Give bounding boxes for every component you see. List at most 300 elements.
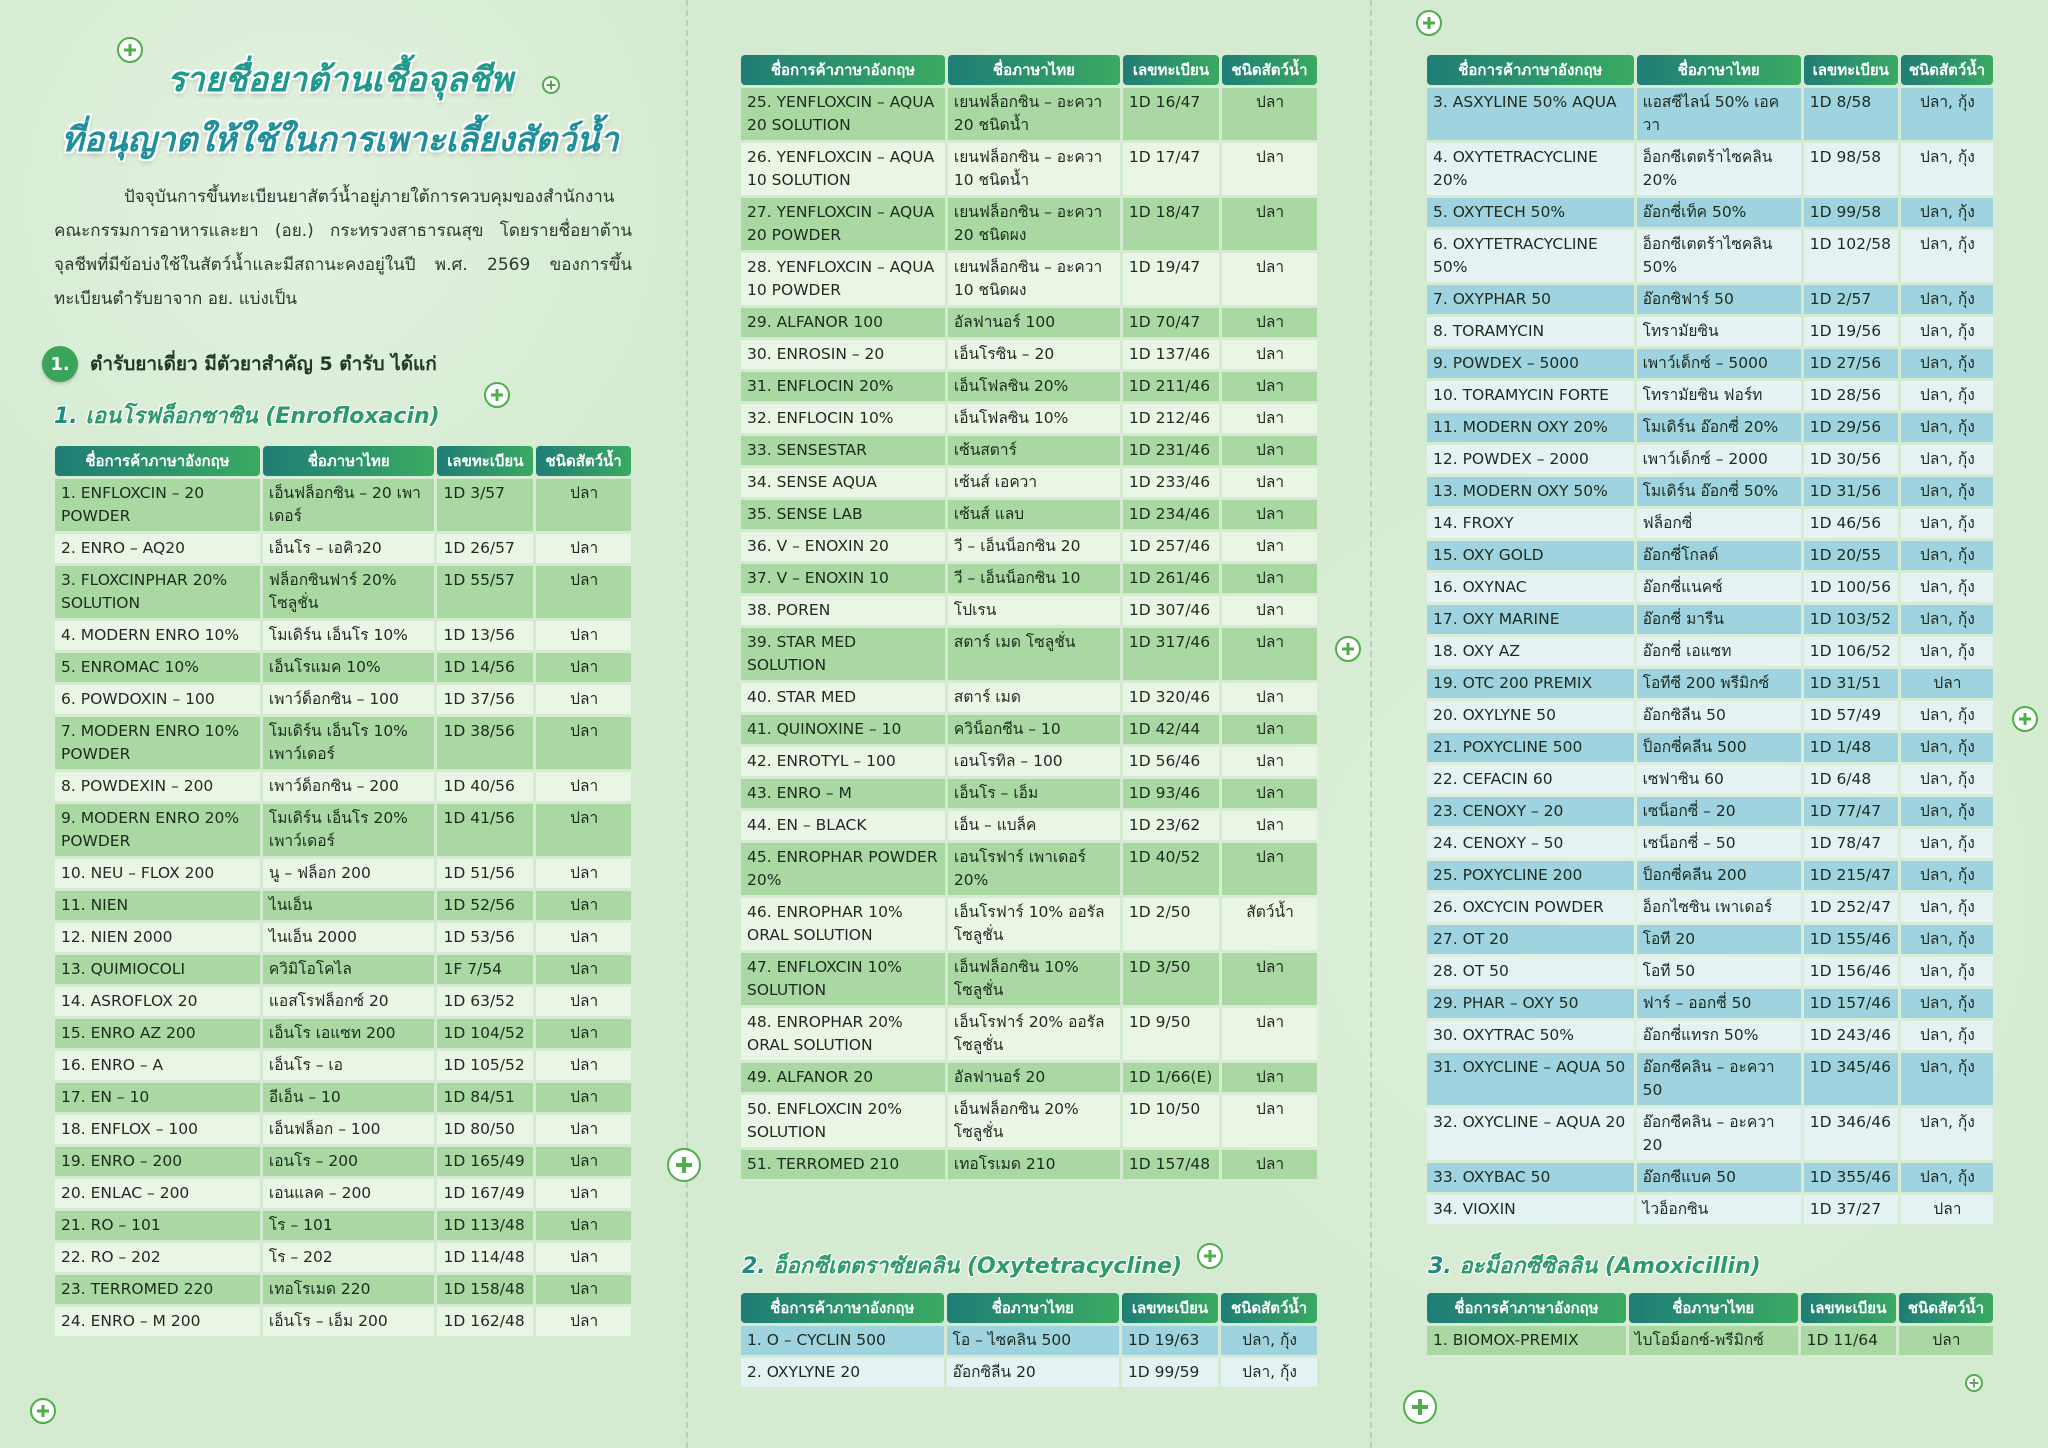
table-row	[741, 683, 1317, 712]
registration-number: 1D 8/58	[1804, 88, 1898, 140]
registration-number: 1D 27/56	[1804, 349, 1898, 378]
trade-name-english: 30. ENROSIN – 20	[741, 340, 945, 369]
registration-number: 1D 317/46	[1123, 628, 1219, 680]
table-row	[741, 404, 1317, 433]
registration-number: 1D 104/52	[437, 1019, 533, 1048]
animal-type: ปลา	[1222, 308, 1317, 337]
animal-type: ปลา	[536, 923, 631, 952]
animal-type: ปลา	[1899, 1326, 1993, 1355]
title-line-2: ที่อนุญาตให้ใช้ในการเพาะเลี้ยงสัตว์น้ำ	[61, 120, 619, 160]
trade-name-thai: อ็อกซีเตตร้าไซคลิน 50%	[1637, 230, 1801, 282]
trade-name-thai: โอ – ไซคลิน 500	[947, 1326, 1119, 1355]
trade-name-english: 21. POXYCLINE 500	[1427, 733, 1634, 762]
trade-name-thai: เอ็นโร – เอคิว20	[263, 534, 435, 563]
heading-text: เอนโรฟล็อกซาซิน (Enrofloxacin)	[85, 404, 440, 429]
trade-name-english: 23. TERROMED 220	[55, 1275, 260, 1304]
animal-type: ปลา	[536, 1243, 631, 1272]
trade-name-english: 34. VIOXIN	[1427, 1195, 1634, 1224]
table-row	[1427, 317, 1993, 346]
animal-type: ปลา, กุ้ง	[1901, 637, 1993, 666]
registration-number: 1D 320/46	[1123, 683, 1219, 712]
column-header: ชนิดสัตว์น้ำ	[1222, 55, 1317, 85]
trade-name-english: 13. MODERN OXY 50%	[1427, 477, 1634, 506]
table-row	[1427, 925, 1993, 954]
enrofloxacin-heading	[54, 398, 440, 433]
trade-name-thai: เอ็นโฟลซิน 20%	[948, 372, 1120, 401]
trade-name-thai: ไนเอ็น 2000	[263, 923, 435, 952]
table-row	[55, 566, 631, 618]
animal-type: ปลา	[1222, 340, 1317, 369]
registration-number: 1D 37/56	[437, 685, 533, 714]
column-divider-2	[1370, 0, 1372, 1448]
trade-name-thai: เอ็นโร – เอ	[263, 1051, 435, 1080]
registration-number: 1D 20/55	[1804, 541, 1898, 570]
trade-name-english: 10. NEU – FLOX 200	[55, 859, 260, 888]
registration-number: 1D 80/50	[437, 1115, 533, 1144]
table-row	[1427, 573, 1993, 602]
trade-name-thai: อัลฟานอร์ 20	[948, 1063, 1120, 1092]
trade-name-english: 24. CENOXY – 50	[1427, 829, 1634, 858]
animal-type: ปลา	[1222, 1095, 1317, 1147]
trade-name-thai: เทอโรเมด 220	[263, 1275, 435, 1304]
table-row	[55, 1211, 631, 1240]
registration-number: 1D 103/52	[1804, 605, 1898, 634]
trade-name-thai: อัลฟานอร์ 100	[948, 308, 1120, 337]
animal-type: ปลา, กุ้ง	[1901, 1163, 1993, 1192]
table-row	[55, 653, 631, 682]
registration-number: 1D 243/46	[1804, 1021, 1898, 1050]
registration-number: 1D 102/58	[1804, 230, 1898, 282]
trade-name-english: 2. OXYLYNE 20	[741, 1358, 944, 1387]
heading-number: 2.	[742, 1254, 766, 1279]
trade-name-thai: แอสซีไลน์ 50% เอควา	[1637, 88, 1801, 140]
trade-name-thai: วี – เอ็นน็อกซิน 20	[948, 532, 1120, 561]
trade-name-thai: โมเดิร์น เอ็นโร 20% เพาว์เดอร์	[263, 804, 435, 856]
animal-type: ปลา	[536, 1275, 631, 1304]
animal-type: ปลา	[536, 1307, 631, 1336]
animal-type: ปลา	[1222, 468, 1317, 497]
trade-name-thai: ควิน็อกซีน – 10	[948, 715, 1120, 744]
registration-number: 1D 70/47	[1123, 308, 1219, 337]
animal-type: ปลา	[1222, 88, 1317, 140]
trade-name-english: 43. ENRO – M	[741, 779, 945, 808]
trade-name-thai: เยนฟล็อกซิน – อะควา 20 ชนิดผง	[948, 198, 1120, 250]
registration-number: 1D 114/48	[437, 1243, 533, 1272]
trade-name-thai: โร – 202	[263, 1243, 435, 1272]
table-row	[741, 747, 1317, 776]
registration-number: 1D 78/47	[1804, 829, 1898, 858]
trade-name-thai: โปเรน	[948, 596, 1120, 625]
registration-number: 1D 157/48	[1123, 1150, 1219, 1179]
registration-number: 1D 37/27	[1804, 1195, 1898, 1224]
animal-type: ปลา	[1222, 253, 1317, 305]
trade-name-thai: เอ็นฟล็อกซิน 10% โซลูชั่น	[948, 953, 1120, 1005]
animal-type: ปลา, กุ้ง	[1901, 573, 1993, 602]
animal-type: ปลา	[1222, 1063, 1317, 1092]
registration-number: 1D 41/56	[437, 804, 533, 856]
registration-number: 1D 29/56	[1804, 413, 1898, 442]
animal-type: ปลา	[1222, 953, 1317, 1005]
table-row	[1427, 413, 1993, 442]
registration-number: 1D 42/44	[1123, 715, 1219, 744]
table-row	[1427, 143, 1993, 195]
table-row	[741, 532, 1317, 561]
registration-number: 1D 46/56	[1804, 509, 1898, 538]
trade-name-english: 25. YENFLOXCIN – AQUA 20 SOLUTION	[741, 88, 945, 140]
registration-number: 1D 53/56	[437, 923, 533, 952]
table-row	[741, 1063, 1317, 1092]
table-row	[55, 1179, 631, 1208]
animal-type: ปลา, กุ้ง	[1901, 509, 1993, 538]
column-header: เลขทะเบียน	[1801, 1293, 1896, 1323]
trade-name-english: 13. QUIMIOCOLI	[55, 955, 260, 984]
registration-number: 1D 98/58	[1804, 143, 1898, 195]
plus-decoration-icon	[1197, 1243, 1223, 1269]
column-header: ชื่อการค้าภาษาอังกฤษ	[55, 446, 260, 476]
registration-number: 1D 137/46	[1123, 340, 1219, 369]
trade-name-thai: เยนฟล็อกซิน – อะควา 10 ชนิดน้ำ	[948, 143, 1120, 195]
table-row	[741, 1358, 1317, 1387]
animal-type: ปลา	[1222, 811, 1317, 840]
table-row	[1427, 1021, 1993, 1050]
trade-name-thai: เอนแลค – 200	[263, 1179, 435, 1208]
heading-text: อะม็อกซีซิลลิน (Amoxicillin)	[1459, 1254, 1761, 1279]
table-row	[1427, 669, 1993, 698]
table-row	[741, 308, 1317, 337]
trade-name-thai: อ๊อกซี่โกลด์	[1637, 541, 1801, 570]
registration-number: 1D 257/46	[1123, 532, 1219, 561]
registration-number: 1D 99/58	[1804, 198, 1898, 227]
animal-type: ปลา, กุ้ง	[1901, 541, 1993, 570]
heading-number: 1.	[54, 404, 78, 429]
registration-number: 1D 6/48	[1804, 765, 1898, 794]
table-header-row	[1427, 55, 1993, 85]
registration-number: 1D 9/50	[1123, 1008, 1219, 1060]
table-row	[1427, 541, 1993, 570]
animal-type: ปลา, กุ้ง	[1901, 88, 1993, 140]
trade-name-english: 19. OTC 200 PREMIX	[1427, 669, 1634, 698]
trade-name-thai: อ๊อกซี่ เอแซท	[1637, 637, 1801, 666]
trade-name-english: 50. ENFLOXCIN 20% SOLUTION	[741, 1095, 945, 1147]
trade-name-thai: ไนเอ็น	[263, 891, 435, 920]
animal-type: ปลา	[1222, 779, 1317, 808]
registration-number: 1D 355/46	[1804, 1163, 1898, 1192]
animal-type: ปลา	[536, 1115, 631, 1144]
registration-number: 1D 19/56	[1804, 317, 1898, 346]
animal-type: ปลา, กุ้ง	[1901, 381, 1993, 410]
trade-name-thai: เอ็นโรฟาร์ 10% ออรัล โซลูชั่น	[948, 898, 1120, 950]
animal-type: ปลา	[536, 1211, 631, 1240]
table-row	[1427, 1053, 1993, 1105]
column-header: ชื่อภาษาไทย	[1637, 55, 1801, 85]
trade-name-english: 42. ENROTYL – 100	[741, 747, 945, 776]
table-row	[741, 1326, 1317, 1355]
trade-name-english: 45. ENROPHAR POWDER 20%	[741, 843, 945, 895]
trade-name-thai: อ๊อกซีคลิน – อะควา 50	[1637, 1053, 1801, 1105]
trade-name-english: 17. OXY MARINE	[1427, 605, 1634, 634]
trade-name-english: 31. ENFLOCIN 20%	[741, 372, 945, 401]
registration-number: 1D 31/51	[1804, 669, 1898, 698]
trade-name-english: 34. SENSE AQUA	[741, 468, 945, 497]
trade-name-thai: โอที 20	[1637, 925, 1801, 954]
animal-type: ปลา	[1222, 715, 1317, 744]
trade-name-thai: อ๊อกซี่ มารีน	[1637, 605, 1801, 634]
column-header: เลขทะเบียน	[1804, 55, 1898, 85]
registration-number: 1D 345/46	[1804, 1053, 1898, 1105]
trade-name-thai: เอ็นโรแมค 10%	[263, 653, 435, 682]
trade-name-english: 15. OXY GOLD	[1427, 541, 1634, 570]
registration-number: 1D 234/46	[1123, 500, 1219, 529]
trade-name-thai: ฟล็อกซี่	[1637, 509, 1801, 538]
registration-number: 1D 28/56	[1804, 381, 1898, 410]
trade-name-english: 7. MODERN ENRO 10% POWDER	[55, 717, 260, 769]
trade-name-english: 22. CEFACIN 60	[1427, 765, 1634, 794]
registration-number: 1D 55/57	[437, 566, 533, 618]
trade-name-thai: อ็อกไซซิน เพาเดอร์	[1637, 893, 1801, 922]
column-header: ชื่อการค้าภาษาอังกฤษ	[1427, 1293, 1626, 1323]
trade-name-english: 11. NIEN	[55, 891, 260, 920]
animal-type: ปลา	[536, 685, 631, 714]
table-row	[55, 1115, 631, 1144]
trade-name-thai: โร – 101	[263, 1211, 435, 1240]
registration-number: 1D 165/49	[437, 1147, 533, 1176]
heading-text: อ็อกซีเตตราซัยคลิน (Oxytetracycline)	[773, 1254, 1183, 1279]
trade-name-english: 23. CENOXY – 20	[1427, 797, 1634, 826]
animal-type: ปลา	[536, 534, 631, 563]
trade-name-thai: อ๊อกซีแบค 50	[1637, 1163, 1801, 1192]
table-row	[741, 198, 1317, 250]
registration-number: 1D 17/47	[1123, 143, 1219, 195]
registration-number: 1D 51/56	[437, 859, 533, 888]
trade-name-thai: ฟล็อกซินฟาร์ 20% โซลูชั่น	[263, 566, 435, 618]
animal-type: ปลา	[1222, 198, 1317, 250]
trade-name-english: 27. YENFLOXCIN – AQUA 20 POWDER	[741, 198, 945, 250]
registration-number: 1D 30/56	[1804, 445, 1898, 474]
registration-number: 1D 16/47	[1123, 88, 1219, 140]
amoxicillin-heading	[1428, 1248, 1761, 1283]
trade-name-english: 38. POREN	[741, 596, 945, 625]
amoxicillin-table	[1424, 1290, 1996, 1358]
table-row	[55, 804, 631, 856]
animal-type: ปลา	[1222, 1150, 1317, 1179]
registration-number: 1D 1/66(E)	[1123, 1063, 1219, 1092]
animal-type: ปลา	[536, 804, 631, 856]
trade-name-english: 47. ENFLOXCIN 10% SOLUTION	[741, 953, 945, 1005]
animal-type: ปลา	[536, 987, 631, 1016]
animal-type: ปลา	[536, 955, 631, 984]
registration-number: 1D 261/46	[1123, 564, 1219, 593]
table-row	[741, 436, 1317, 465]
table-row	[55, 1147, 631, 1176]
section-number-badge: 1.	[42, 346, 78, 382]
table-row	[1427, 230, 1993, 282]
trade-name-english: 14. ASROFLOX 20	[55, 987, 260, 1016]
title-line-1: รายชื่อยาต้านเชื้อจุลชีพ	[167, 60, 513, 100]
trade-name-english: 9. MODERN ENRO 20% POWDER	[55, 804, 260, 856]
animal-type: ปลา	[536, 772, 631, 801]
table-row	[741, 628, 1317, 680]
registration-number: 1D 77/47	[1804, 797, 1898, 826]
trade-name-thai: เซ้นสตาร์	[948, 436, 1120, 465]
trade-name-thai: เยนฟล็อกซิน – อะควา 10 ชนิดผง	[948, 253, 1120, 305]
registration-number: 1D 10/50	[1123, 1095, 1219, 1147]
registration-number: 1D 113/48	[437, 1211, 533, 1240]
trade-name-english: 49. ALFANOR 20	[741, 1063, 945, 1092]
animal-type: ปลา, กุ้ง	[1901, 605, 1993, 634]
column-header: ชื่อการค้าภาษาอังกฤษ	[741, 1293, 944, 1323]
trade-name-english: 20. OXYLYNE 50	[1427, 701, 1634, 730]
registration-number: 1D 38/56	[437, 717, 533, 769]
registration-number: 1D 215/47	[1804, 861, 1898, 890]
table-row	[55, 479, 631, 531]
trade-name-thai: เอ็นฟล็อกซิน – 20 เพาเดอร์	[263, 479, 435, 531]
table-row	[55, 955, 631, 984]
animal-type: ปลา	[536, 1051, 631, 1080]
animal-type: ปลา	[1222, 747, 1317, 776]
table-row	[55, 717, 631, 769]
trade-name-english: 21. RO – 101	[55, 1211, 260, 1240]
trade-name-english: 8. POWDEXIN – 200	[55, 772, 260, 801]
registration-number: 1D 57/49	[1804, 701, 1898, 730]
table-row	[1427, 733, 1993, 762]
animal-type: ปลา	[1222, 500, 1317, 529]
animal-type: สัตว์น้ำ	[1222, 898, 1317, 950]
table-row	[55, 859, 631, 888]
trade-name-english: 35. SENSE LAB	[741, 500, 945, 529]
oxytetracycline-table-part-1	[738, 1290, 1320, 1390]
animal-type: ปลา	[1901, 669, 1993, 698]
table-row	[1427, 765, 1993, 794]
table-header-row	[741, 55, 1317, 85]
registration-number: 1D 19/63	[1122, 1326, 1218, 1355]
table-row	[1427, 285, 1993, 314]
animal-type: ปลา	[1222, 404, 1317, 433]
section-1-heading	[42, 346, 437, 382]
animal-type: ปลา	[1222, 143, 1317, 195]
registration-number: 1D 3/57	[437, 479, 533, 531]
trade-name-thai: อ๊อกซี่แนคซ์	[1637, 573, 1801, 602]
column-header: ชื่อภาษาไทย	[263, 446, 435, 476]
intro-paragraph	[54, 180, 632, 316]
plus-decoration-icon	[1335, 636, 1361, 662]
trade-name-thai: อ๊อกซิลีน 50	[1637, 701, 1801, 730]
animal-type: ปลา	[536, 717, 631, 769]
trade-name-thai: เอนโรทิล – 100	[948, 747, 1120, 776]
animal-type: ปลา, กุ้ง	[1901, 925, 1993, 954]
trade-name-english: 6. POWDOXIN – 100	[55, 685, 260, 714]
animal-type: ปลา	[1222, 436, 1317, 465]
table-row	[55, 621, 631, 650]
trade-name-thai: เยนฟล็อกซิน – อะควา 20 ชนิดน้ำ	[948, 88, 1120, 140]
trade-name-english: 9. POWDEX – 5000	[1427, 349, 1634, 378]
trade-name-english: 12. NIEN 2000	[55, 923, 260, 952]
trade-name-thai: เอนโร – 200	[263, 1147, 435, 1176]
animal-type: ปลา	[1222, 596, 1317, 625]
table-row	[741, 1150, 1317, 1179]
table-row	[741, 372, 1317, 401]
trade-name-thai: โทรามัยซิน ฟอร์ท	[1637, 381, 1801, 410]
trade-name-english: 26. OXCYCIN POWDER	[1427, 893, 1634, 922]
registration-number: 1D 233/46	[1123, 468, 1219, 497]
animal-type: ปลา, กุ้ง	[1901, 701, 1993, 730]
table-row	[1427, 893, 1993, 922]
table-row	[1427, 829, 1993, 858]
trade-name-english: 1. BIOMOX-PREMIX	[1427, 1326, 1626, 1355]
table-row	[1427, 1163, 1993, 1192]
table-row	[55, 1275, 631, 1304]
animal-type: ปลา, กุ้ง	[1901, 477, 1993, 506]
table-row	[55, 1243, 631, 1272]
trade-name-english: 10. TORAMYCIN FORTE	[1427, 381, 1634, 410]
plus-decoration-icon	[2012, 706, 2038, 732]
trade-name-english: 48. ENROPHAR 20% ORAL SOLUTION	[741, 1008, 945, 1060]
column-header: ชื่อภาษาไทย	[948, 55, 1120, 85]
page-title	[40, 52, 640, 166]
column-header: ชนิดสัตว์น้ำ	[536, 446, 631, 476]
table-row	[741, 779, 1317, 808]
animal-type: ปลา, กุ้ง	[1901, 861, 1993, 890]
trade-name-english: 41. QUINOXINE – 10	[741, 715, 945, 744]
registration-number: 1D 99/59	[1122, 1358, 1218, 1387]
trade-name-english: 37. V – ENOXIN 10	[741, 564, 945, 593]
table-row	[1427, 198, 1993, 227]
registration-number: 1D 11/64	[1801, 1326, 1896, 1355]
trade-name-english: 1. ENFLOXCIN – 20 POWDER	[55, 479, 260, 531]
plus-decoration-icon	[1965, 1374, 1983, 1392]
column-header: ชื่อภาษาไทย	[1629, 1293, 1798, 1323]
animal-type: ปลา, กุ้ง	[1221, 1326, 1317, 1355]
table-row	[1427, 509, 1993, 538]
registration-number: 1D 18/47	[1123, 198, 1219, 250]
column-header: ชื่อการค้าภาษาอังกฤษ	[741, 55, 945, 85]
animal-type: ปลา, กุ้ง	[1901, 893, 1993, 922]
trade-name-english: 18. ENFLOX – 100	[55, 1115, 260, 1144]
trade-name-english: 24. ENRO – M 200	[55, 1307, 260, 1336]
registration-number: 1D 3/50	[1123, 953, 1219, 1005]
table-row	[55, 1019, 631, 1048]
animal-type: ปลา, กุ้ง	[1901, 957, 1993, 986]
trade-name-thai: เทอโรเมด 210	[948, 1150, 1120, 1179]
trade-name-english: 12. POWDEX – 2000	[1427, 445, 1634, 474]
table-row	[1427, 445, 1993, 474]
trade-name-english: 32. ENFLOCIN 10%	[741, 404, 945, 433]
trade-name-thai: วี – เอ็นน็อกซิน 10	[948, 564, 1120, 593]
plus-decoration-icon	[1416, 10, 1442, 36]
table-row	[1427, 861, 1993, 890]
trade-name-english: 15. ENRO AZ 200	[55, 1019, 260, 1048]
animal-type: ปลา, กุ้ง	[1901, 143, 1993, 195]
registration-number: 1D 19/47	[1123, 253, 1219, 305]
trade-name-thai: อ็อกซีเตตร้าไซคลิน 20%	[1637, 143, 1801, 195]
registration-number: 1D 162/48	[437, 1307, 533, 1336]
animal-type: ปลา	[536, 1083, 631, 1112]
trade-name-thai: ป็อกซี่คลีน 500	[1637, 733, 1801, 762]
registration-number: 1D 167/49	[437, 1179, 533, 1208]
trade-name-thai: โมเดิร์น เอ็นโร 10%	[263, 621, 435, 650]
table-row	[1427, 605, 1993, 634]
trade-name-english: 4. OXYTETRACYCLINE 20%	[1427, 143, 1634, 195]
registration-number: 1D 106/52	[1804, 637, 1898, 666]
trade-name-thai: โอที 50	[1637, 957, 1801, 986]
table-row	[741, 143, 1317, 195]
trade-name-english: 3. FLOXCINPHAR 20% SOLUTION	[55, 566, 260, 618]
registration-number: 1D 56/46	[1123, 747, 1219, 776]
trade-name-english: 14. FROXY	[1427, 509, 1634, 538]
registration-number: 1F 7/54	[437, 955, 533, 984]
trade-name-thai: เอ็นฟล็อกซิน 20% โซลูชั่น	[948, 1095, 1120, 1147]
table-header-row	[741, 1293, 1317, 1323]
animal-type: ปลา, กุ้ง	[1901, 733, 1993, 762]
